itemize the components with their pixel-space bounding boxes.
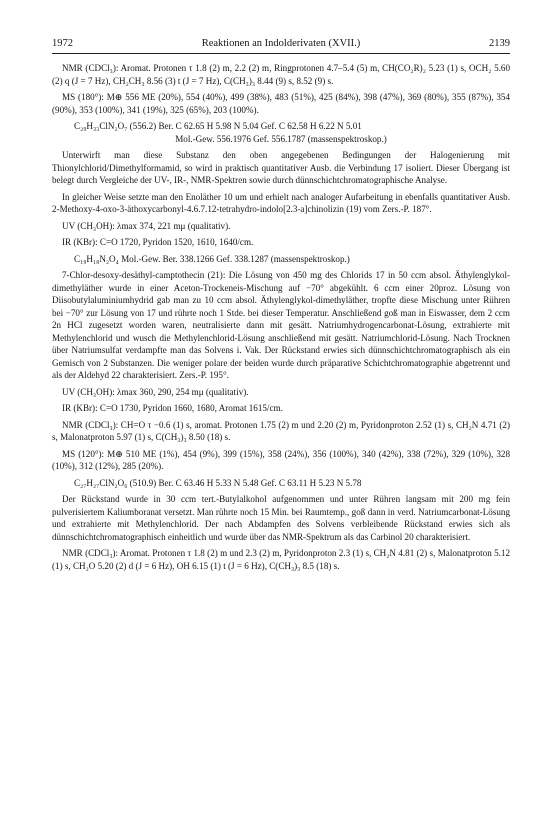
header-title: Reaktionen an Indolderivaten (XVII.) — [201, 38, 361, 49]
ir-paragraph-1: IR (KBr): C=O 1720, Pyridon 1520, 1610, 1640/cm. — [62, 237, 254, 247]
nmr-paragraph-3: NMR (CDCl₃): Aromat. Protonen τ 1.8 (2) m und 2.3 (2) m, Pyridonproton 2.3 (1) s, CH₂N 4.81 (2) s, Malonatproton 5.12 (1) s, CH₂O 5.20 (2) d (J = 6 Hz), OH 6.15 (1) t (J = 6 Hz), C(CH₃)₃ 8.5 (18) s. — [52, 548, 510, 571]
running-header — [52, 38, 510, 52]
halogenation-paragraph: Unterwirft man diese Substanz den oben angegebenen Bedingungen der Halogenierung mit Thionylchlorid/Dimethylformamid, so wird in praktisch quantitativer Ausb. die Verbindung 17 isoliert. Dieser Übergang ist belegt durch Vergleiche der UV-, IR-, NMR-Spektren sowie durch dünnschichtchromatographische Analyse. — [52, 150, 510, 185]
header-year: 1972 — [52, 38, 73, 49]
nmr-paragraph-1: NMR (CDCl₃): Aromat. Protonen τ 1.8 (2) m, 2.2 (2) m, Ringprotonen 4.7–5.4 (5) m, CH(CO₂R)₂ 5.23 (1) s, OCH₂ 5.60 (2) q (J = 7 Hz), CH₂CH₃ 8.56 (3) t (J = 7 Hz), C(CH₃)₃ 8.44 (9) s, 8.52 (9) s. — [52, 63, 510, 86]
nmr-paragraph-2: NMR (CDCl₃): CH=O τ −0.6 (1) s, aromat. Protonen 1.75 (2) m und 2.20 (2) m, Pyridonproton 2.52 (1) s, CH₂N 4.71 (2) s, Malonatproton 5.97 (1) s, C(CH₃)₃ 8.50 (18) s. — [52, 419, 510, 442]
ms-paragraph-2: MS (120°): M⊕ 510 ME (1%), 454 (9%), 399 (15%), 358 (24%), 356 (100%), 340 (42%), 338 (72%), 329 (10%), 328 (10%), 312 (12%), 285 (20%). — [52, 448, 510, 471]
molecular-weight-1: Mol.-Gew. 556.1976 Gef. 556.1787 (massenspektroskop.) — [175, 133, 387, 144]
uv-paragraph-2: UV (CH₃OH): λmax 360, 290, 254 mμ (qualitativ). — [62, 386, 249, 397]
header-rule — [52, 53, 510, 54]
procedure-paragraph: 7-Chlor-desoxy-desäthyl-camptothecin (21): Die Lösung von 450 mg des Chlorids 17 in 50 ccm absol. Äthylenglykol-dimethyläther wurde in einer Aceton-Trockeneis-Mischung auf −70° abgekühlt. 6 ccm einer 20proz. Lösung von Diisobutylaluminiumhydrid gab man zu 10 ccm absol. Äthylenglykol-dimethyläther, tropfte diese Mischung unter Rühren bei −70° zur Lösung von 17 und rührte noch 1 Stde. bei dieser Temperatur. Anschließend goß man in Eiswasser, dem 2 ccm 2n HCl zugesetzt worden waren, neutralisierte dann mit gesätt. Natriumhydrogencarbonat-Lösung, extrahierte mit Methylenchlorid und wusch die Methylenchlorid-Lösung anschließend mit gesätt. Natriumchlorid-Lösung. Nach Trocknen über Natriumsulfat verdampfte man das Solvens i. Vak. Der Rückstand erwies sich dünnschichtchromatographisch als ein Gemisch von 2 Substanzen. Die weniger polare der beiden wurde durch präparative Schichtchromatographie abgetrennt und als der Aldehyd 22 charakterisiert. Zers.-P. 195°. — [52, 270, 510, 380]
ir-paragraph-2: IR (KBr): C=O 1730, Pyridon 1660, 1680, Aromat 1615/cm. — [62, 403, 283, 413]
elemental-analysis-2: C₂₇H₂₇ClN₂O₆ (510.9) Ber. C 63.46 H 5.33 N 5.48 Gef. C 63.11 H 5.23 N 5.78 — [74, 477, 362, 488]
header-page-number: 2139 — [489, 38, 510, 49]
ms-paragraph-1: MS (180°): M⊕ 556 ME (20%), 554 (40%), 499 (38%), 483 (51%), 425 (84%), 398 (47%), 369 (80%), 355 (87%), 354 (90%), 353 (100%), 341 (19%), 325 (65%), 203 (100%). — [52, 92, 510, 115]
elemental-analysis-1: C₂₉H₃₃ClN₂O₇ (556.2) Ber. C 62.65 H 5.98 N 5.04 Gef. C 62.58 H 6.22 N 5.01 — [74, 121, 362, 131]
reduction-paragraph: Der Rückstand wurde in 30 ccm tert.-Butylalkohol aufgenommen und unter Rühren langsam mit 200 mg fein pulverisiertem Kaliumboranat versetzt. Man rührte noch 15 Min. bei Raumtemp., goß dann in verd. Natriumcarbonat-Lösung und extrahierte mit Methylenchlorid. Der nach Abdampfen des Solvens verbleibende Rückstand erwies sich als dünnschichtchromatographisch einheitlich und wurde über das NMR-Spektrum als das Carbinol 20 charakterisiert. — [52, 494, 510, 542]
body-text — [52, 62, 510, 572]
enolether-paragraph: In gleicher Weise setzte man den Enoläther 10 um und erhielt nach analoger Aufarbeitung in ebenfalls quantitativer Ausb. 2-Methoxy-4-oxo-3-äthoxycarbonyl-4.6.7.12-tetrahydro-indolo[2.3-a]chinolizin (19) vom Zers.-P. 187°. — [52, 191, 510, 214]
uv-paragraph-1: UV (CH₃OH): λmax 374, 221 mμ (qualitativ). — [62, 220, 231, 231]
molecular-weight-2: C₁₉H₁₈N₂O₄ Mol.-Gew. Ber. 338.1266 Gef. 338.1287 (massenspektroskop.) — [74, 253, 350, 264]
